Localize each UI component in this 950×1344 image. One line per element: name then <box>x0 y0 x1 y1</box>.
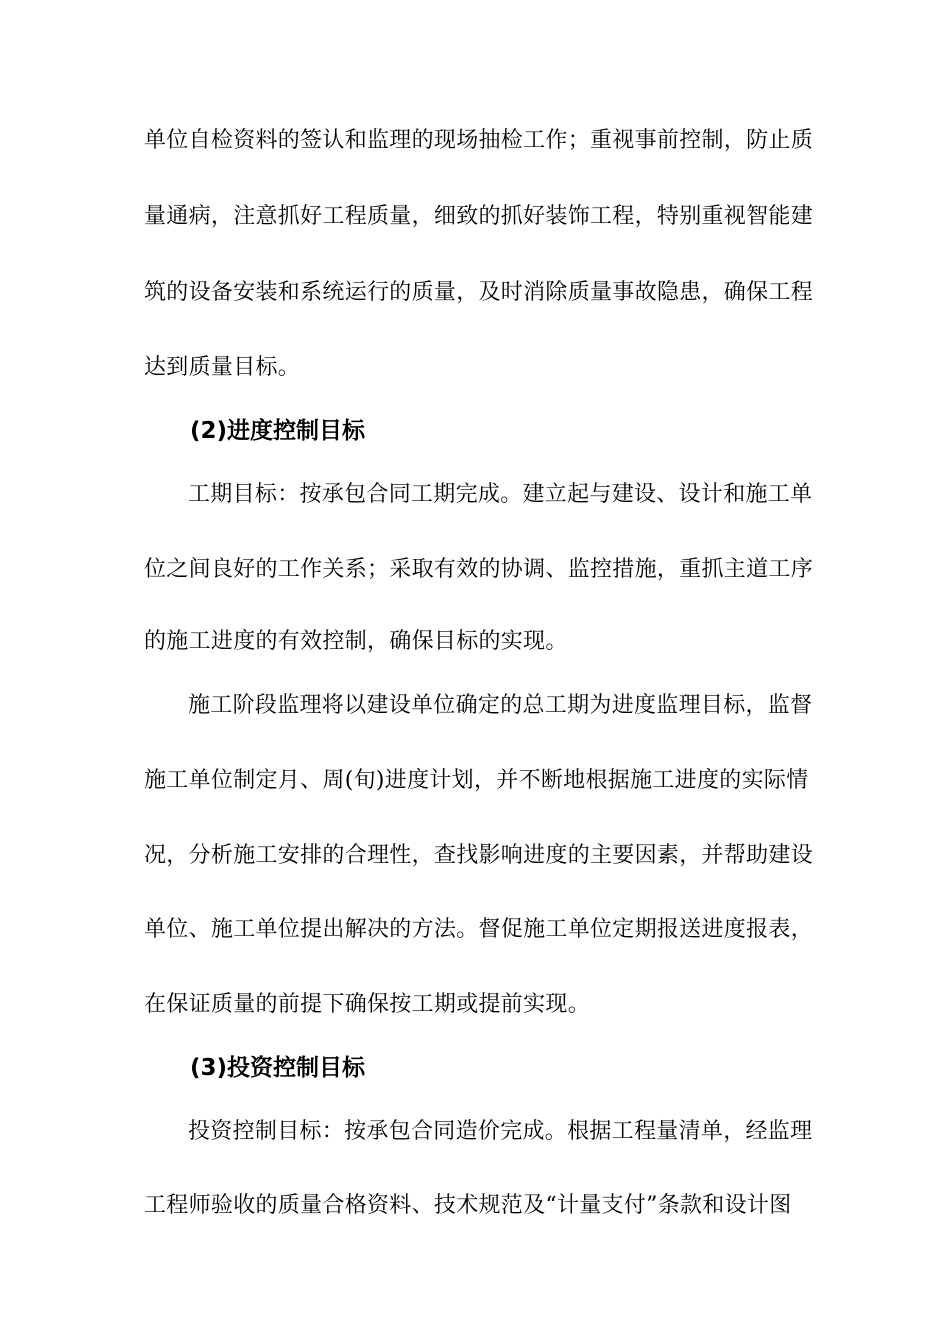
section-heading-progress: (2)进度控制目标 <box>190 418 366 444</box>
paragraph-line: 施工阶段监理将以建设单位确定的总工期为进度监理目标，监督 <box>188 693 813 718</box>
paragraph-line: 单位自检资料的签认和监理的现场抽检工作；重视事前控制，防止质 <box>144 128 814 153</box>
paragraph-line: 工程师验收的质量合格资料、技术规范及“计量支付”条款和设计图 <box>144 1193 792 1218</box>
paragraph-line: 量通病，注意抓好工程质量，细致的抓好装饰工程，特别重视智能建 <box>144 204 814 229</box>
paragraph-line: 况，分析施工安排的合理性，查找影响进度的主要因素，并帮助建设 <box>144 843 814 868</box>
paragraph-line: 筑的设备安装和系统运行的质量，及时消除质量事故隐患，确保工程 <box>144 280 814 305</box>
section-heading-investment: (3)投资控制目标 <box>190 1055 366 1081</box>
paragraph-line: 达到质量目标。 <box>144 355 301 380</box>
paragraph-line: 单位、施工单位提出解决的方法。督促施工单位定期报送进度报表， <box>144 917 814 942</box>
paragraph-line: 位之间良好的工作关系；采取有效的协调、监控措施，重抓主道工序 <box>144 557 814 582</box>
paragraph-line: 的施工进度的有效控制，确保目标的实现。 <box>144 629 568 654</box>
paragraph-line: 施工单位制定月、周(旬)进度计划，并不断地根据施工进度的实际情 <box>144 768 809 793</box>
paragraph-line: 在保证质量的前提下确保按工期或提前实现。 <box>144 992 591 1017</box>
paragraph-line: 投资控制目标：按承包合同造价完成。根据工程量清单，经监理 <box>188 1119 813 1144</box>
paragraph-line: 工期目标：按承包合同工期完成。建立起与建设、设计和施工单 <box>188 482 813 507</box>
